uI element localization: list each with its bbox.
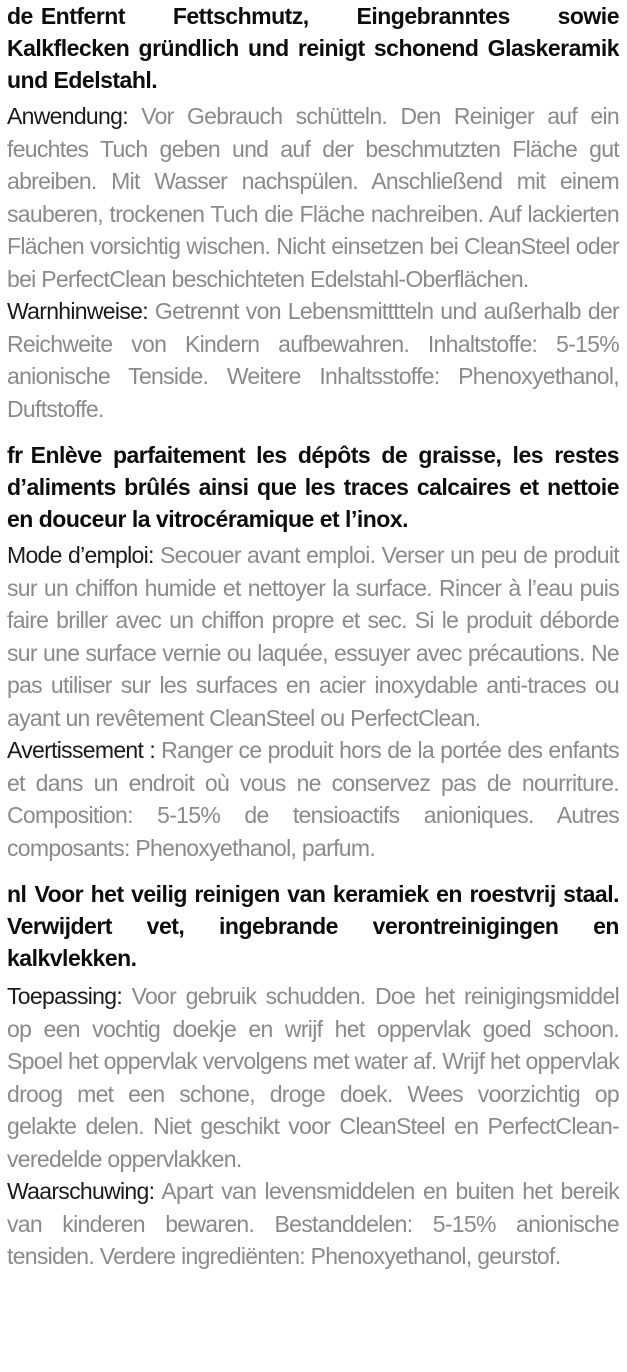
warning-label-german: Warnhinweise: — [7, 298, 148, 324]
headline-text-dutch: Voor het veilig reinigen van keramiek en roestvrij staal. Verwijdert vet, ingebrande verontreinigingen en kalkvlekken. — [7, 881, 619, 971]
warning-text-french: Ranger ce produit hors de la portée des enfants et dans un endroit où vous ne conservez pas de nourriture. Composition: 5-15% de tensioactifs anioniques. Autres composants: Phenoxyethanol, parfum. — [7, 737, 619, 861]
warning-label-french: Avertissement : — [7, 737, 156, 763]
headline-text-german: Entfernt Fettschmutz, Eingebranntes sowie Kalkflecken gründlich und reinigt schonend Glaskeramik und Edelstahl. — [7, 3, 619, 93]
usage-text-dutch: Voor gebruik schudden. Doe het reinigingsmiddel op een vochtig doekje en wrijf het oppervlak goed schoon. Spoel het oppervlak vervolgens met water af. Wrijf het oppervlak droog met een schone, droge doek. Wees voorzichtig op gelakte delen. Niet geschikt voor CleanSteel en PerfectClean-veredelde oppervlakken. — [7, 983, 619, 1172]
language-code-german: de — [7, 3, 33, 29]
headline-french — [7, 439, 619, 535]
section-dutch — [7, 878, 619, 1273]
headline-german — [7, 0, 619, 96]
warning-paragraph-dutch — [7, 1175, 619, 1273]
warning-text-dutch: Apart van levensmiddelen en buiten het bereik van kinderen bewaren. Bestanddelen: 5-15% anionische tensiden. Verdere ingrediënten: Phenoxyethanol, geurstof. — [7, 1178, 619, 1269]
section-french — [7, 439, 619, 864]
warning-paragraph-french — [7, 734, 619, 864]
usage-text-french: Secouer avant emploi. Verser un peu de produit sur un chiffon humide et nettoyer la surface. Rincer à l’eau puis faire briller avec un chiffon propre et sec. Si le produit déborde sur une surface vernie ou laquée, essuyer avec précautions. Ne pas utiliser sur les surfaces en acier inoxydable anti-traces ou ayant un revêtement CleanSteel ou PerfectClean. — [7, 542, 619, 731]
usage-label-dutch: Toepassing: — [7, 983, 123, 1009]
usage-paragraph-german — [7, 100, 619, 295]
warning-label-dutch: Waarschuwing: — [7, 1178, 155, 1204]
warning-paragraph-german — [7, 295, 619, 425]
headline-dutch — [7, 878, 619, 974]
usage-label-german: Anwendung: — [7, 103, 128, 129]
usage-paragraph-french — [7, 539, 619, 734]
usage-paragraph-dutch — [7, 980, 619, 1175]
usage-text-german: Vor Gebrauch schütteln. Den Reiniger auf ein feuchtes Tuch geben und auf der beschmutzten Fläche gut abreiben. Mit Wasser nachspülen. Anschließend mit einem sauberen, trockenen Tuch die Fläche nachreiben. Auf lackierten Flächen vorsichtig wischen. Nicht einsetzen bei CleanSteel oder bei PerfectClean beschichteten Edelstahl-Oberflächen. — [7, 103, 619, 292]
usage-label-french: Mode d’emploi: — [7, 542, 154, 568]
headline-text-french: Enlève parfaitement les dépôts de graisse, les restes d’aliments brûlés ainsi que les traces calcaires et nettoie en douceur la vitrocéramique et l’inox. — [7, 442, 619, 532]
language-code-dutch: nl — [7, 881, 27, 907]
section-german — [7, 0, 619, 425]
warning-text-german: Getrennt von Lebensmitttteln und außerhalb der Reichweite von Kindern aufbewahren. Inhaltstoffe: 5-15% anionische Tenside. Weitere Inhaltsstoffe: Phenoxyethanol, Duftstoffe. — [7, 298, 619, 422]
language-code-french: fr — [7, 442, 23, 468]
